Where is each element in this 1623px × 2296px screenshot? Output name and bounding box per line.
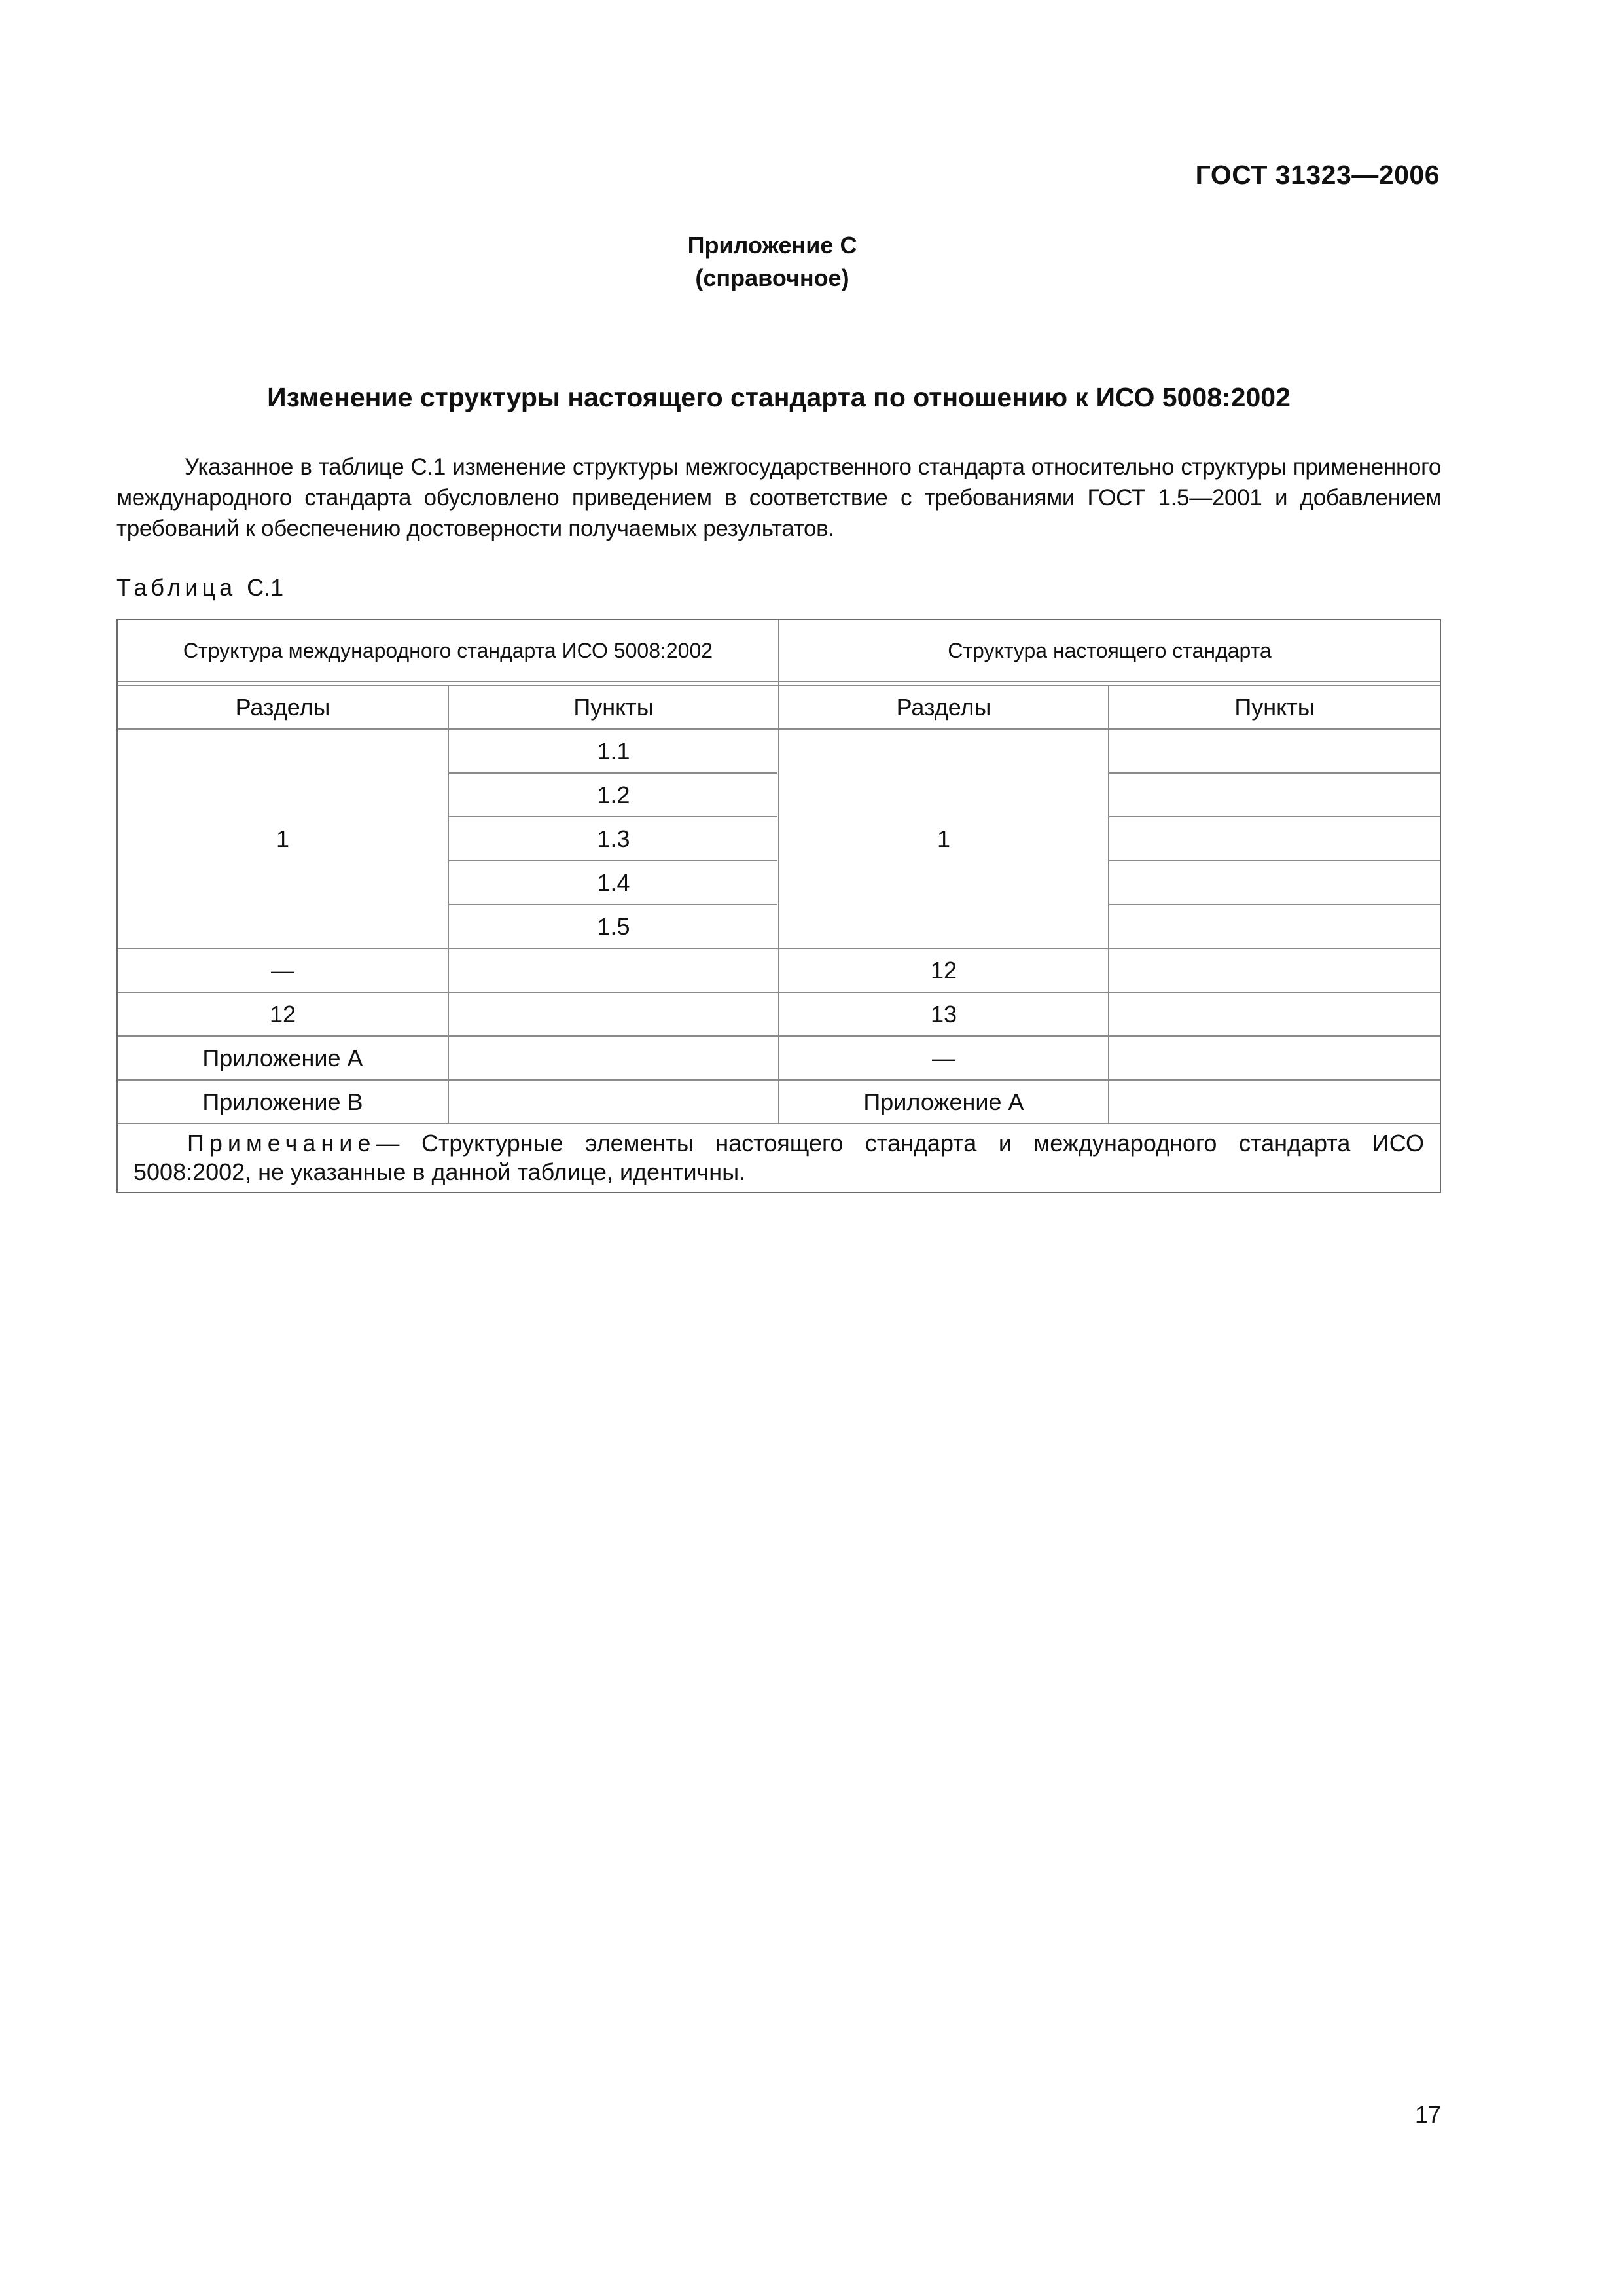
table-caption: [116, 574, 283, 601]
table-caption-label: Таблица: [116, 574, 237, 601]
document-code: ГОСТ 31323—2006: [1195, 160, 1440, 190]
gost-point-cell: [1109, 1037, 1440, 1079]
iso-section-cell: Приложение В: [202, 1088, 363, 1115]
column-header-gost-sections: Разделы: [896, 693, 991, 721]
gost-point-cell: [1109, 993, 1440, 1035]
intro-paragraph: Указанное в таблице С.1 изменение структуры межгосударственного стандарта относительно структуры примененного международного стандарта обусловлено приведением в соответствие с требованиями ГОСТ 1.5—2001 и добавлением требований к обеспечению достоверности получаемых результатов.: [116, 454, 1441, 541]
header-iso-structure: Структура международного стандарта ИСО 5008:2002: [183, 638, 713, 662]
gost-point-cell: [1109, 949, 1440, 992]
iso-section-cell: 12: [269, 1000, 296, 1028]
iso-section-cell: —: [271, 956, 294, 984]
appendix-subtitle: (справочное): [695, 264, 849, 291]
iso-point-cell: 1.2: [597, 781, 630, 808]
comparison-table: [116, 619, 1441, 1193]
appendix-title: Приложение С: [687, 232, 857, 259]
gost-section-cell: Приложение А: [863, 1088, 1024, 1115]
iso-point-cell: [449, 949, 778, 992]
iso-section-cell: Приложение А: [202, 1044, 363, 1071]
iso-point-cell: 1.1: [597, 737, 630, 764]
table-note-label: Примечание: [187, 1130, 376, 1157]
iso-point-cell: 1.4: [597, 869, 630, 896]
gost-section-cell: 13: [930, 1000, 957, 1028]
iso-point-cell: [449, 1081, 778, 1123]
gost-section-cell: 12: [930, 956, 957, 984]
iso-section-1: 1: [276, 825, 290, 852]
gost-section-cell: —: [932, 1044, 955, 1071]
section-heading: Изменение структуры настоящего стандарта по отношению к ИСО 5008:2002: [267, 382, 1291, 412]
gost-section-1: 1: [936, 825, 951, 852]
iso-point-cell: 1.3: [597, 825, 630, 852]
column-header-iso-points: Пункты: [573, 693, 654, 721]
page-number: 17: [1414, 2101, 1441, 2128]
iso-point-cell: [449, 1037, 778, 1079]
header-gost-structure: Структура настоящего стандарта: [948, 638, 1272, 662]
table-note-text: — Структурные элементы настоящего стандарта и международного стандарта ИСО 5008:2002, не указанные в данной таблице, идентичны.: [134, 1130, 1424, 1185]
column-header-iso-sections: Разделы: [235, 693, 330, 721]
iso-point-cell: 1.5: [597, 912, 630, 940]
column-header-gost-points: Пункты: [1234, 693, 1315, 721]
gost-point-cell: [1109, 1081, 1440, 1123]
table-note: [134, 1129, 1424, 1187]
table-caption-number: С.1: [247, 574, 284, 601]
iso-point-cell: [449, 993, 778, 1035]
